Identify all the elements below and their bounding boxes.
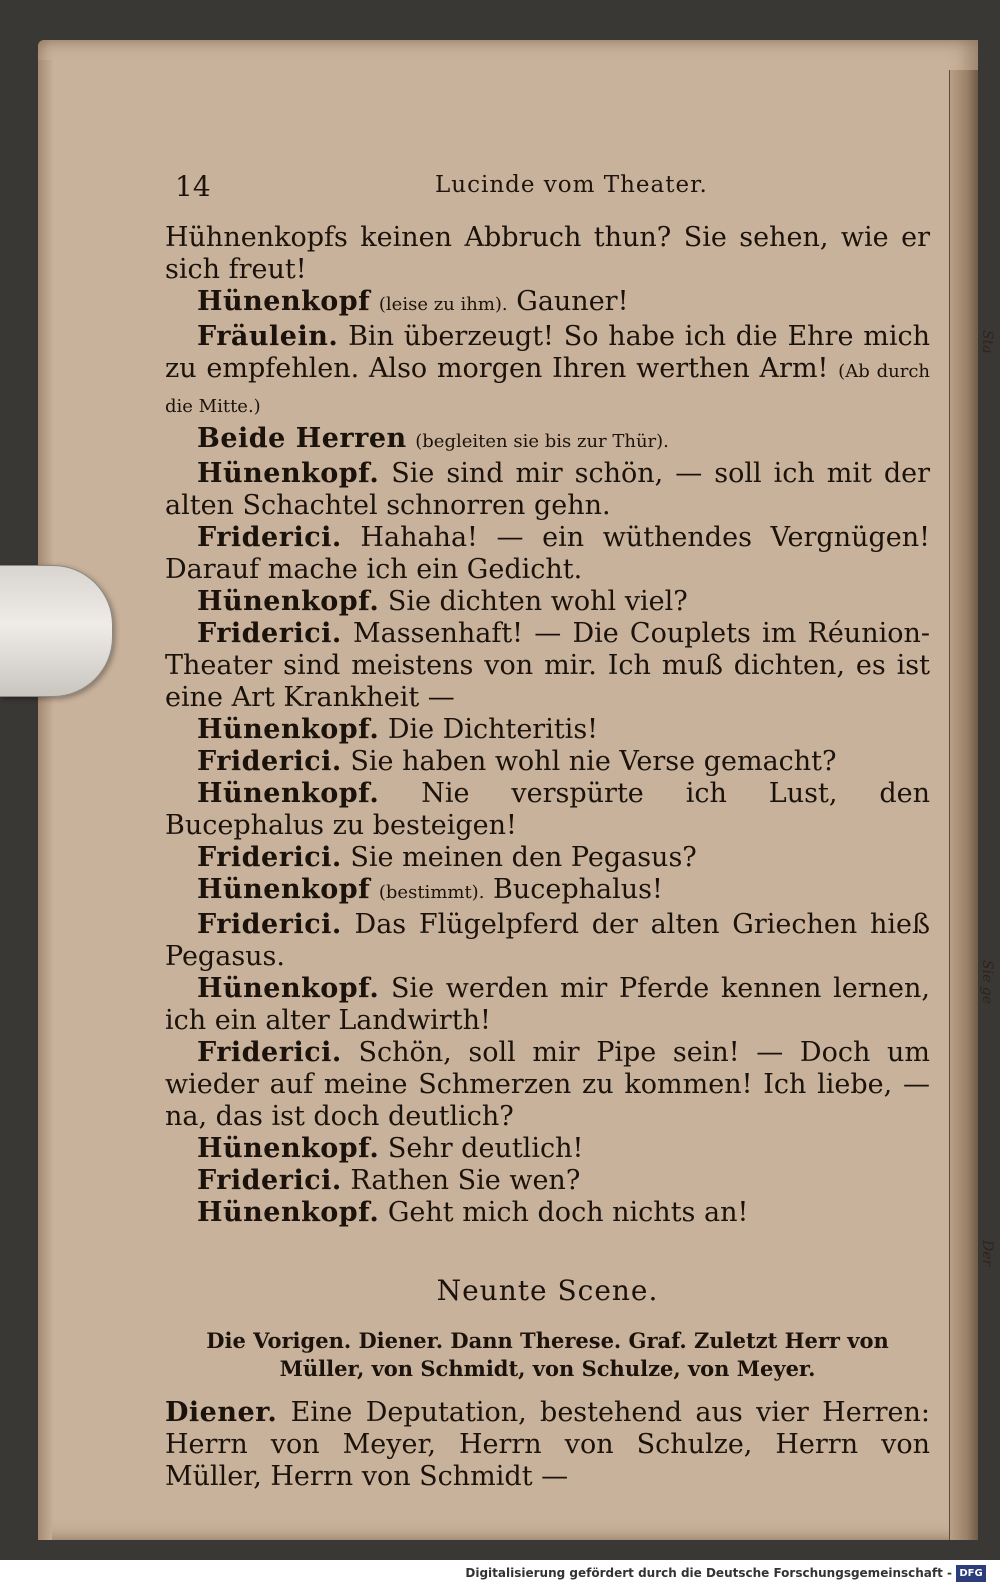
- dialogue-line: [165, 423, 930, 458]
- dialogue-line: [165, 714, 930, 746]
- page-header: [175, 170, 935, 210]
- stage-direction: (begleiten sie bis zur Thür).: [415, 431, 669, 452]
- speaker-name: Friderici.: [197, 842, 342, 873]
- speaker-name: Friderici.: [197, 746, 342, 777]
- dialogue-line: [165, 586, 930, 618]
- line-text: Rathen Sie wen?: [350, 1165, 581, 1196]
- speaker-name: Beide Herren: [197, 423, 407, 454]
- line-text: Das Flügelpferd der alten Griechen hieß Pegasus.: [165, 909, 930, 972]
- scene-cast-list: Die Vorigen. Diener. Dann Therese. Graf. Zuletzt Herr von Müller, von Schmidt, von Schulze, von Meyer.: [206, 1328, 889, 1381]
- margin-snippet: Der: [979, 1240, 995, 1267]
- line-text: Sie sind mir schön, — soll ich mit der alten Schachtel schnorren gehn.: [165, 458, 930, 521]
- dialogue-line: [165, 909, 930, 973]
- dialogue-line: [165, 842, 930, 874]
- line-text: Sie werden mir Pferde kennen lernen, ich ein alter Landwirth!: [165, 973, 930, 1036]
- speaker-name: Hünenkopf: [197, 874, 371, 905]
- line-text: Sie dichten wohl viel?: [387, 586, 688, 617]
- line-text: Gauner!: [516, 286, 629, 317]
- stage-direction: (Ab durch die Mitte.): [165, 361, 931, 417]
- dialogue-line: [165, 874, 930, 909]
- speaker-name: Friderici.: [197, 1165, 342, 1196]
- line-text: Hahaha! — ein wüthendes Vergnügen! Darauf mache ich ein Gedicht.: [165, 522, 930, 585]
- line-text: Massenhaft! — Die Couplets im Réunion-Theater sind meistens von mir. Ich muß dichten, es ist eine Art Krankheit —: [165, 618, 930, 713]
- dialogue-line: [165, 522, 930, 586]
- speaker-name: Hünenkopf: [197, 286, 371, 317]
- speaker-name: Hünenkopf.: [197, 458, 380, 489]
- speaker-name: Fräulein.: [197, 321, 339, 352]
- dialogue-line: [165, 973, 930, 1037]
- dialogue-line: [165, 321, 930, 423]
- speaker-name: Hünenkopf.: [197, 1197, 380, 1228]
- dialogue-line: [165, 746, 930, 778]
- dialogue-line: [165, 458, 930, 522]
- digitization-footer: [0, 1560, 1000, 1589]
- dialogue-line: [165, 286, 930, 321]
- dialogue-line: [165, 1165, 930, 1197]
- book-clip: [0, 565, 113, 697]
- dialogue-line: [165, 618, 930, 714]
- line-text: Sehr deutlich!: [387, 1133, 584, 1164]
- dialogue-line: [165, 1197, 930, 1229]
- speaker-name: Hünenkopf.: [197, 714, 380, 745]
- stage-direction: (bestimmt).: [378, 882, 485, 903]
- speaker-name: Friderici.: [197, 1037, 342, 1068]
- page-number: 14: [175, 170, 211, 203]
- scene-heading: Neunte Scene.: [436, 1274, 659, 1307]
- speaker-name: Friderici.: [197, 522, 342, 553]
- speaker-name: Friderici.: [197, 909, 342, 940]
- line-text: Geht mich doch nichts an!: [387, 1197, 749, 1228]
- dialogue-line: [165, 1397, 930, 1493]
- line-text: Eine Deputation, bestehend aus vier Herren: Herrn von Meyer, Herrn von Schulze, Herrn von Müller, Herrn von Schmidt —: [165, 1397, 930, 1492]
- speaker-name: Hünenkopf.: [197, 778, 380, 809]
- line-text: Nie verspürte ich Lust, den Bucephalus zu besteigen!: [165, 778, 930, 841]
- dialogue-line: Hühnenkopfs keinen Abbruch thun? Sie sehen, wie er sich freut!: [165, 222, 930, 285]
- page-body: [165, 222, 930, 1493]
- running-title: Lucinde vom Theater.: [435, 172, 708, 198]
- line-text: Bin überzeugt! So habe ich die Ehre mich zu empfehlen. Also morgen Ihren werthen Arm!: [165, 321, 930, 384]
- margin-snippet: Sie ge: [979, 960, 995, 1005]
- speaker-name: Diener.: [165, 1397, 278, 1428]
- dialogue-line: [165, 1133, 930, 1165]
- margin-snippet: Sta: [979, 330, 995, 354]
- stage-direction: (leise zu ihm).: [378, 294, 508, 315]
- speaker-name: Hünenkopf.: [197, 973, 380, 1004]
- speaker-name: Friderici.: [197, 618, 342, 649]
- speaker-name: Hünenkopf.: [197, 586, 380, 617]
- line-text: Schön, soll mir Pipe sein! — Doch um wieder auf meine Schmerzen zu kommen! Ich liebe, — na, das ist doch deutlich?: [165, 1037, 930, 1132]
- line-text: Die Dichteritis!: [387, 714, 599, 745]
- dialogue-line: [165, 1037, 930, 1133]
- page-gutter-edge: [949, 70, 978, 1540]
- dialogue-line: [165, 778, 930, 842]
- speaker-name: Hünenkopf.: [197, 1133, 380, 1164]
- line-text: Sie meinen den Pegasus?: [350, 842, 697, 873]
- line-text: Sie haben wohl nie Verse gemacht?: [350, 746, 837, 777]
- line-text: Bucephalus!: [493, 874, 663, 905]
- page-left-edge: [38, 60, 52, 1540]
- dfg-logo: DFG: [956, 1565, 986, 1582]
- funding-credit: Digitalisierung gefördert durch die Deutsche Forschungsgemeinschaft -: [465, 1566, 952, 1580]
